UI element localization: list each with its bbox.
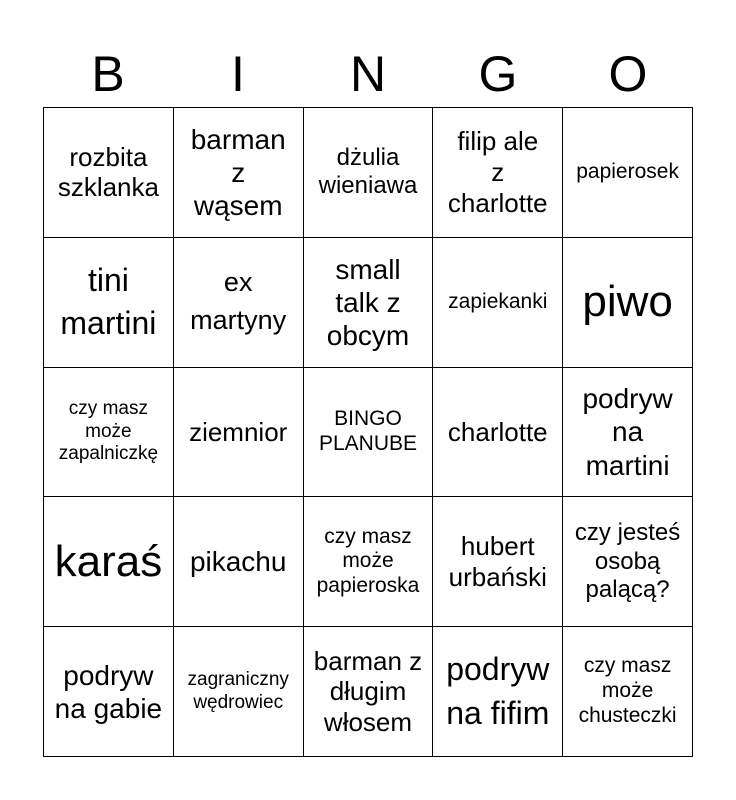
bingo-cell-r2c2[interactable]: ex martyny [174, 238, 304, 368]
bingo-grid [43, 107, 693, 757]
bingo-cell-r5c2[interactable]: zagraniczny wędrowiec [174, 627, 304, 757]
header-letter-o: O [608, 46, 648, 102]
bingo-header [43, 40, 693, 108]
bingo-cell-r3c3-free[interactable]: BINGO PLANUBE [304, 368, 434, 498]
bingo-cell-r2c4[interactable]: zapiekanki [433, 238, 563, 368]
bingo-cell-r5c4[interactable]: podryw na fifim [433, 627, 563, 757]
header-letter-b: B [91, 46, 125, 102]
bingo-cell-r4c1[interactable]: karaś [44, 497, 174, 627]
bingo-cell-r3c1[interactable]: czy masz może zapalniczkę [44, 368, 174, 498]
bingo-cell-r4c4[interactable]: hubert urbański [433, 497, 563, 627]
bingo-cell-r2c5[interactable]: piwo [563, 238, 693, 368]
header-letter-i: I [231, 46, 245, 102]
bingo-cell-r2c3[interactable]: small talk z obcym [304, 238, 434, 368]
bingo-cell-r1c2[interactable]: barman z wąsem [174, 108, 304, 238]
bingo-cell-r3c2[interactable]: ziemnior [174, 368, 304, 498]
header-letter-n: N [349, 46, 387, 102]
bingo-cell-r5c5[interactable]: czy masz może chusteczki [563, 627, 693, 757]
bingo-cell-r1c4[interactable]: filip ale z charlotte [433, 108, 563, 238]
bingo-cell-r1c1[interactable]: rozbita szklanka [44, 108, 174, 238]
bingo-cell-r5c3[interactable]: barman z długim włosem [304, 627, 434, 757]
bingo-cell-r4c5[interactable]: czy jesteś osobą palącą? [563, 497, 693, 627]
bingo-cell-r4c2[interactable]: pikachu [174, 497, 304, 627]
bingo-cell-r3c4[interactable]: charlotte [433, 368, 563, 498]
bingo-cell-r4c3[interactable]: czy masz może papieroska [304, 497, 434, 627]
bingo-cell-r2c1[interactable]: tini martini [44, 238, 174, 368]
bingo-cell-r3c5[interactable]: podryw na martini [563, 368, 693, 498]
bingo-cell-r1c3[interactable]: dżulia wieniawa [304, 108, 434, 238]
header-letter-g: G [478, 46, 518, 102]
bingo-cell-r5c1[interactable]: podryw na gabie [44, 627, 174, 757]
bingo-cell-r1c5[interactable]: papierosek [563, 108, 693, 238]
